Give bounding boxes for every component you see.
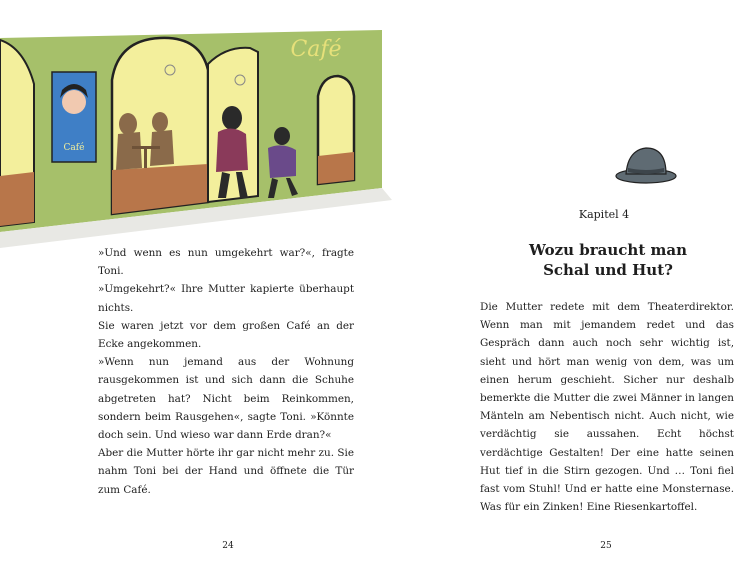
chapter-title-line: Wozu braucht man [529, 241, 687, 259]
paragraph: Sie waren jetzt vor dem großen Café an der Ecke angekommen. [98, 319, 354, 351]
paragraph: Die Mutter redete mit dem Theaterdirektor. Wenn man mit jemandem redet und das Gespräch dann auch noch sehr wichtig ist, sieht und hört man wenig von dem, was um einen herum geschieht. Sicher nur deshalb bemerkte die Mutter die zwei Männer in langen Mänteln am Nebentisch nicht. Auch nicht, wie verdächtig sie aussahen. Echt höchst verdächtige Gestalten! Der eine hatte seinen Hut tief in die Stirn gezogen. Und … Toni fiel fast vom Stuhl! Und er hatte eine Monsternase. Was für ein Zinken! Eine Riesenkartoffel. [480, 301, 734, 514]
cafe-sign: Café [290, 37, 342, 62]
page-number-left: 24 [222, 541, 234, 551]
left-body-text [98, 244, 354, 499]
chapter-title [498, 240, 718, 280]
cafe-illustration [0, 0, 392, 250]
paragraph: »Und wenn es nun umgekehrt war?«, fragte Toni. [98, 247, 354, 278]
paragraph: Aber die Mutter hörte ihr gar nicht mehr zu. Sie nahm Toni bei der Hand und öffnete die Tür zum Café. [98, 447, 354, 496]
chapter-label: Kapitel 4 [578, 208, 630, 221]
paragraph: »Wenn nun jemand aus der Wohnung rausgekommen ist und sich dann die Schuhe abgetreten hat? Nicht beim Reinkommen, sondern beim Rausgehen«, sagte Toni. »Könnte doch sein. Und wieso war dann Erde dran?« [98, 356, 354, 442]
paragraph: »Umgekehrt?« Ihre Mutter kapierte überhaupt nichts. [98, 283, 354, 314]
right-page [368, 0, 736, 588]
page-number-right: 25 [600, 541, 612, 551]
hat-icon [606, 138, 686, 188]
chapter-title-line: Schal und Hut? [543, 261, 673, 279]
right-body-text [480, 298, 734, 516]
poster-text: Café [63, 143, 85, 153]
